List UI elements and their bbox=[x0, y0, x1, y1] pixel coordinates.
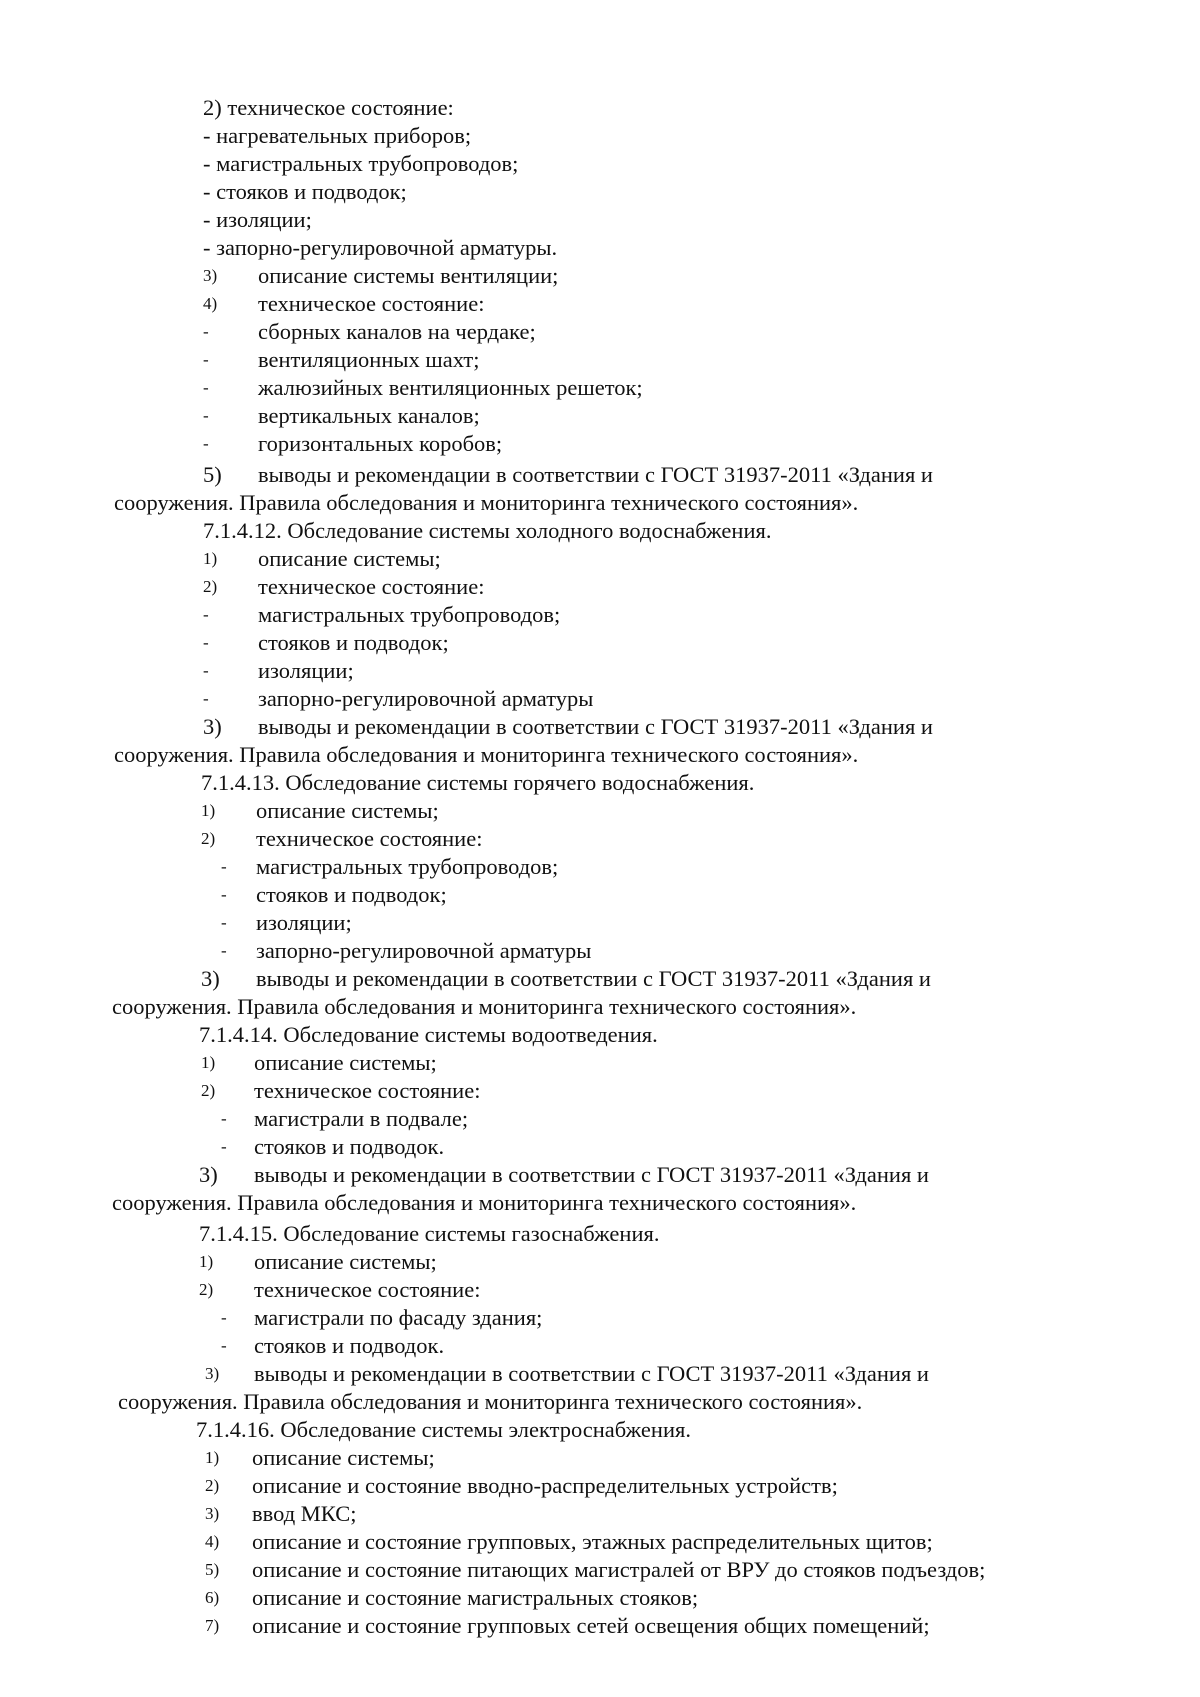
list-number-marker: 2) bbox=[205, 1476, 220, 1495]
text-line bbox=[0, 797, 1200, 824]
text-line bbox=[0, 1472, 1200, 1499]
text-line bbox=[0, 1021, 1200, 1048]
line-text: вертикальных каналов; bbox=[258, 403, 480, 428]
line-text: описание системы; bbox=[252, 1445, 435, 1470]
text-line bbox=[0, 94, 1200, 121]
text-line bbox=[0, 290, 1200, 317]
text-line bbox=[0, 1133, 1200, 1160]
line-text: техническое состояние: bbox=[258, 291, 485, 316]
line-text: 7.1.4.12. Обследование системы холодного водоснабжения. bbox=[203, 518, 772, 543]
list-number-marker: 3) bbox=[205, 1364, 220, 1383]
list-number-marker: 7) bbox=[205, 1616, 220, 1635]
line-text: - изоляции; bbox=[203, 207, 312, 232]
line-text: ввод МКС; bbox=[252, 1501, 357, 1526]
text-line bbox=[0, 1189, 1200, 1216]
line-text: техническое состояние: bbox=[254, 1277, 481, 1302]
line-text: жалюзийных вентиляционных решеток; bbox=[258, 375, 643, 400]
list-dash-marker: - bbox=[221, 913, 227, 932]
text-line bbox=[0, 741, 1200, 768]
text-line bbox=[0, 1584, 1200, 1611]
line-text: стояков и подводок; bbox=[258, 630, 449, 655]
text-line bbox=[0, 150, 1200, 177]
line-text: описание системы; bbox=[258, 546, 441, 571]
text-line bbox=[0, 1304, 1200, 1331]
line-text: стояков и подводок; bbox=[256, 882, 447, 907]
text-line bbox=[0, 1612, 1200, 1639]
text-line bbox=[0, 489, 1200, 516]
line-text: - магистральных трубопроводов; bbox=[203, 151, 519, 176]
text-line bbox=[0, 713, 1200, 740]
line-text: сооружения. Правила обследования и мониторинга технического состояния». bbox=[112, 994, 857, 1019]
text-line bbox=[0, 993, 1200, 1020]
line-text: стояков и подводок. bbox=[254, 1134, 445, 1159]
text-line bbox=[0, 206, 1200, 233]
text-line bbox=[0, 1161, 1200, 1188]
text-line bbox=[0, 402, 1200, 429]
list-number-marker: 1) bbox=[199, 1252, 214, 1271]
line-text: 7.1.4.14. Обследование системы водоотведения. bbox=[199, 1022, 658, 1047]
list-number-marker: 2) bbox=[201, 829, 216, 848]
text-line bbox=[0, 517, 1200, 544]
list-dash-marker: - bbox=[203, 661, 209, 680]
line-text: - запорно-регулировочной арматуры. bbox=[203, 235, 558, 260]
line-text: выводы и рекомендации в соответствии с ГОСТ 31937-2011 «Здания и bbox=[258, 462, 933, 487]
line-text: сооружения. Правила обследования и мониторинга технического состояния». bbox=[112, 1190, 857, 1215]
text-line bbox=[0, 1049, 1200, 1076]
list-number-marker: 4) bbox=[203, 294, 218, 313]
line-text: магистрали по фасаду здания; bbox=[254, 1305, 543, 1330]
line-text: выводы и рекомендации в соответствии с ГОСТ 31937-2011 «Здания и bbox=[256, 966, 931, 991]
text-line bbox=[0, 657, 1200, 684]
text-line bbox=[0, 685, 1200, 712]
text-line bbox=[0, 545, 1200, 572]
text-line bbox=[0, 769, 1200, 796]
text-line bbox=[0, 937, 1200, 964]
text-line bbox=[0, 629, 1200, 656]
list-dash-marker: - bbox=[203, 605, 209, 624]
list-dash-marker: - bbox=[221, 1308, 227, 1327]
line-text: сборных каналов на чердаке; bbox=[258, 319, 536, 344]
line-text: вентиляционных шахт; bbox=[258, 347, 480, 372]
list-number-marker: 1) bbox=[201, 1053, 216, 1072]
text-line bbox=[0, 601, 1200, 628]
list-dash-marker: - bbox=[203, 689, 209, 708]
list-dash-marker: - bbox=[221, 941, 227, 960]
text-line bbox=[0, 1528, 1200, 1555]
text-line bbox=[0, 122, 1200, 149]
list-dash-marker: - bbox=[203, 633, 209, 652]
text-line bbox=[0, 374, 1200, 401]
text-line bbox=[0, 318, 1200, 345]
text-line bbox=[0, 178, 1200, 205]
line-text: описание системы; bbox=[256, 798, 439, 823]
line-text: магистрали в подвале; bbox=[254, 1106, 469, 1131]
list-number-marker: 5) bbox=[205, 1560, 220, 1579]
line-text: горизонтальных коробов; bbox=[258, 431, 503, 456]
line-text: описание системы; bbox=[254, 1050, 437, 1075]
line-text: изоляции; bbox=[258, 658, 354, 683]
line-text: описание и состояние вводно-распределительных устройств; bbox=[252, 1473, 838, 1498]
text-line bbox=[0, 1360, 1200, 1387]
text-line bbox=[0, 853, 1200, 880]
text-line bbox=[0, 346, 1200, 373]
list-number-marker: 3) bbox=[199, 1162, 218, 1187]
list-number-marker: 4) bbox=[205, 1532, 220, 1551]
list-dash-marker: - bbox=[221, 885, 227, 904]
line-text: сооружения. Правила обследования и мониторинга технического состояния». bbox=[114, 742, 859, 767]
line-text: изоляции; bbox=[256, 910, 352, 935]
text-line bbox=[0, 1444, 1200, 1471]
list-number-marker: 1) bbox=[203, 549, 218, 568]
text-line bbox=[0, 1332, 1200, 1359]
text-line bbox=[0, 1105, 1200, 1132]
line-text: 7.1.4.15. Обследование системы газоснабжения. bbox=[199, 1221, 660, 1246]
list-dash-marker: - bbox=[221, 1109, 227, 1128]
line-text: 7.1.4.13. Обследование системы горячего водоснабжения. bbox=[201, 770, 755, 795]
text-line bbox=[0, 461, 1200, 488]
line-text: стояков и подводок. bbox=[254, 1333, 445, 1358]
line-text: 2) техническое состояние: bbox=[203, 95, 454, 120]
line-text: сооружения. Правила обследования и мониторинга технического состояния». bbox=[114, 490, 859, 515]
line-text: выводы и рекомендации в соответствии с ГОСТ 31937-2011 «Здания и bbox=[254, 1361, 929, 1386]
line-text: техническое состояние: bbox=[254, 1078, 481, 1103]
line-text: запорно-регулировочной арматуры bbox=[258, 686, 594, 711]
list-number-marker: 1) bbox=[201, 801, 216, 820]
list-dash-marker: - bbox=[221, 1137, 227, 1156]
text-line bbox=[0, 965, 1200, 992]
line-text: - стояков и подводок; bbox=[203, 179, 407, 204]
list-number-marker: 6) bbox=[205, 1588, 220, 1607]
list-number-marker: 1) bbox=[205, 1448, 220, 1467]
list-dash-marker: - bbox=[203, 378, 209, 397]
list-number-marker: 3) bbox=[205, 1504, 220, 1523]
text-line bbox=[0, 1077, 1200, 1104]
list-number-marker: 2) bbox=[199, 1280, 214, 1299]
text-line bbox=[0, 430, 1200, 457]
text-line bbox=[0, 1248, 1200, 1275]
text-line bbox=[0, 1416, 1200, 1443]
text-line bbox=[0, 1500, 1200, 1527]
list-number-marker: 3) bbox=[203, 266, 218, 285]
line-text: выводы и рекомендации в соответствии с ГОСТ 31937-2011 «Здания и bbox=[258, 714, 933, 739]
list-number-marker: 5) bbox=[203, 462, 222, 487]
list-number-marker: 2) bbox=[201, 1081, 216, 1100]
text-line bbox=[0, 881, 1200, 908]
line-text: описание и состояние магистральных стояков; bbox=[252, 1585, 699, 1610]
list-dash-marker: - bbox=[203, 406, 209, 425]
line-text: описание и состояние групповых, этажных распределительных щитов; bbox=[252, 1529, 933, 1554]
list-dash-marker: - bbox=[203, 350, 209, 369]
line-text: - нагревательных приборов; bbox=[203, 123, 472, 148]
list-dash-marker: - bbox=[203, 322, 209, 341]
line-text: описание системы вентиляции; bbox=[258, 263, 559, 288]
list-number-marker: 2) bbox=[203, 577, 218, 596]
line-text: магистральных трубопроводов; bbox=[256, 854, 559, 879]
line-text: описание и состояние групповых сетей освещения общих помещений; bbox=[252, 1613, 930, 1638]
text-line bbox=[0, 1220, 1200, 1247]
line-text: техническое состояние: bbox=[256, 826, 483, 851]
line-text: техническое состояние: bbox=[258, 574, 485, 599]
line-text: описание и состояние питающих магистралей от ВРУ до стояков подъездов; bbox=[252, 1557, 986, 1582]
list-dash-marker: - bbox=[203, 434, 209, 453]
text-line bbox=[0, 234, 1200, 261]
list-dash-marker: - bbox=[221, 857, 227, 876]
line-text: описание системы; bbox=[254, 1249, 437, 1274]
line-text: магистральных трубопроводов; bbox=[258, 602, 561, 627]
list-number-marker: 3) bbox=[203, 714, 222, 739]
line-text: 7.1.4.16. Обследование системы электроснабжения. bbox=[196, 1417, 691, 1442]
line-text: выводы и рекомендации в соответствии с ГОСТ 31937-2011 «Здания и bbox=[254, 1162, 929, 1187]
text-line bbox=[0, 1388, 1200, 1415]
text-line bbox=[0, 1276, 1200, 1303]
text-line bbox=[0, 909, 1200, 936]
list-number-marker: 3) bbox=[201, 966, 220, 991]
line-text: сооружения. Правила обследования и мониторинга технического состояния». bbox=[118, 1389, 863, 1414]
text-line bbox=[0, 262, 1200, 289]
text-line bbox=[0, 573, 1200, 600]
text-line bbox=[0, 1556, 1200, 1583]
list-dash-marker: - bbox=[221, 1336, 227, 1355]
text-line bbox=[0, 825, 1200, 852]
line-text: запорно-регулировочной арматуры bbox=[256, 938, 592, 963]
